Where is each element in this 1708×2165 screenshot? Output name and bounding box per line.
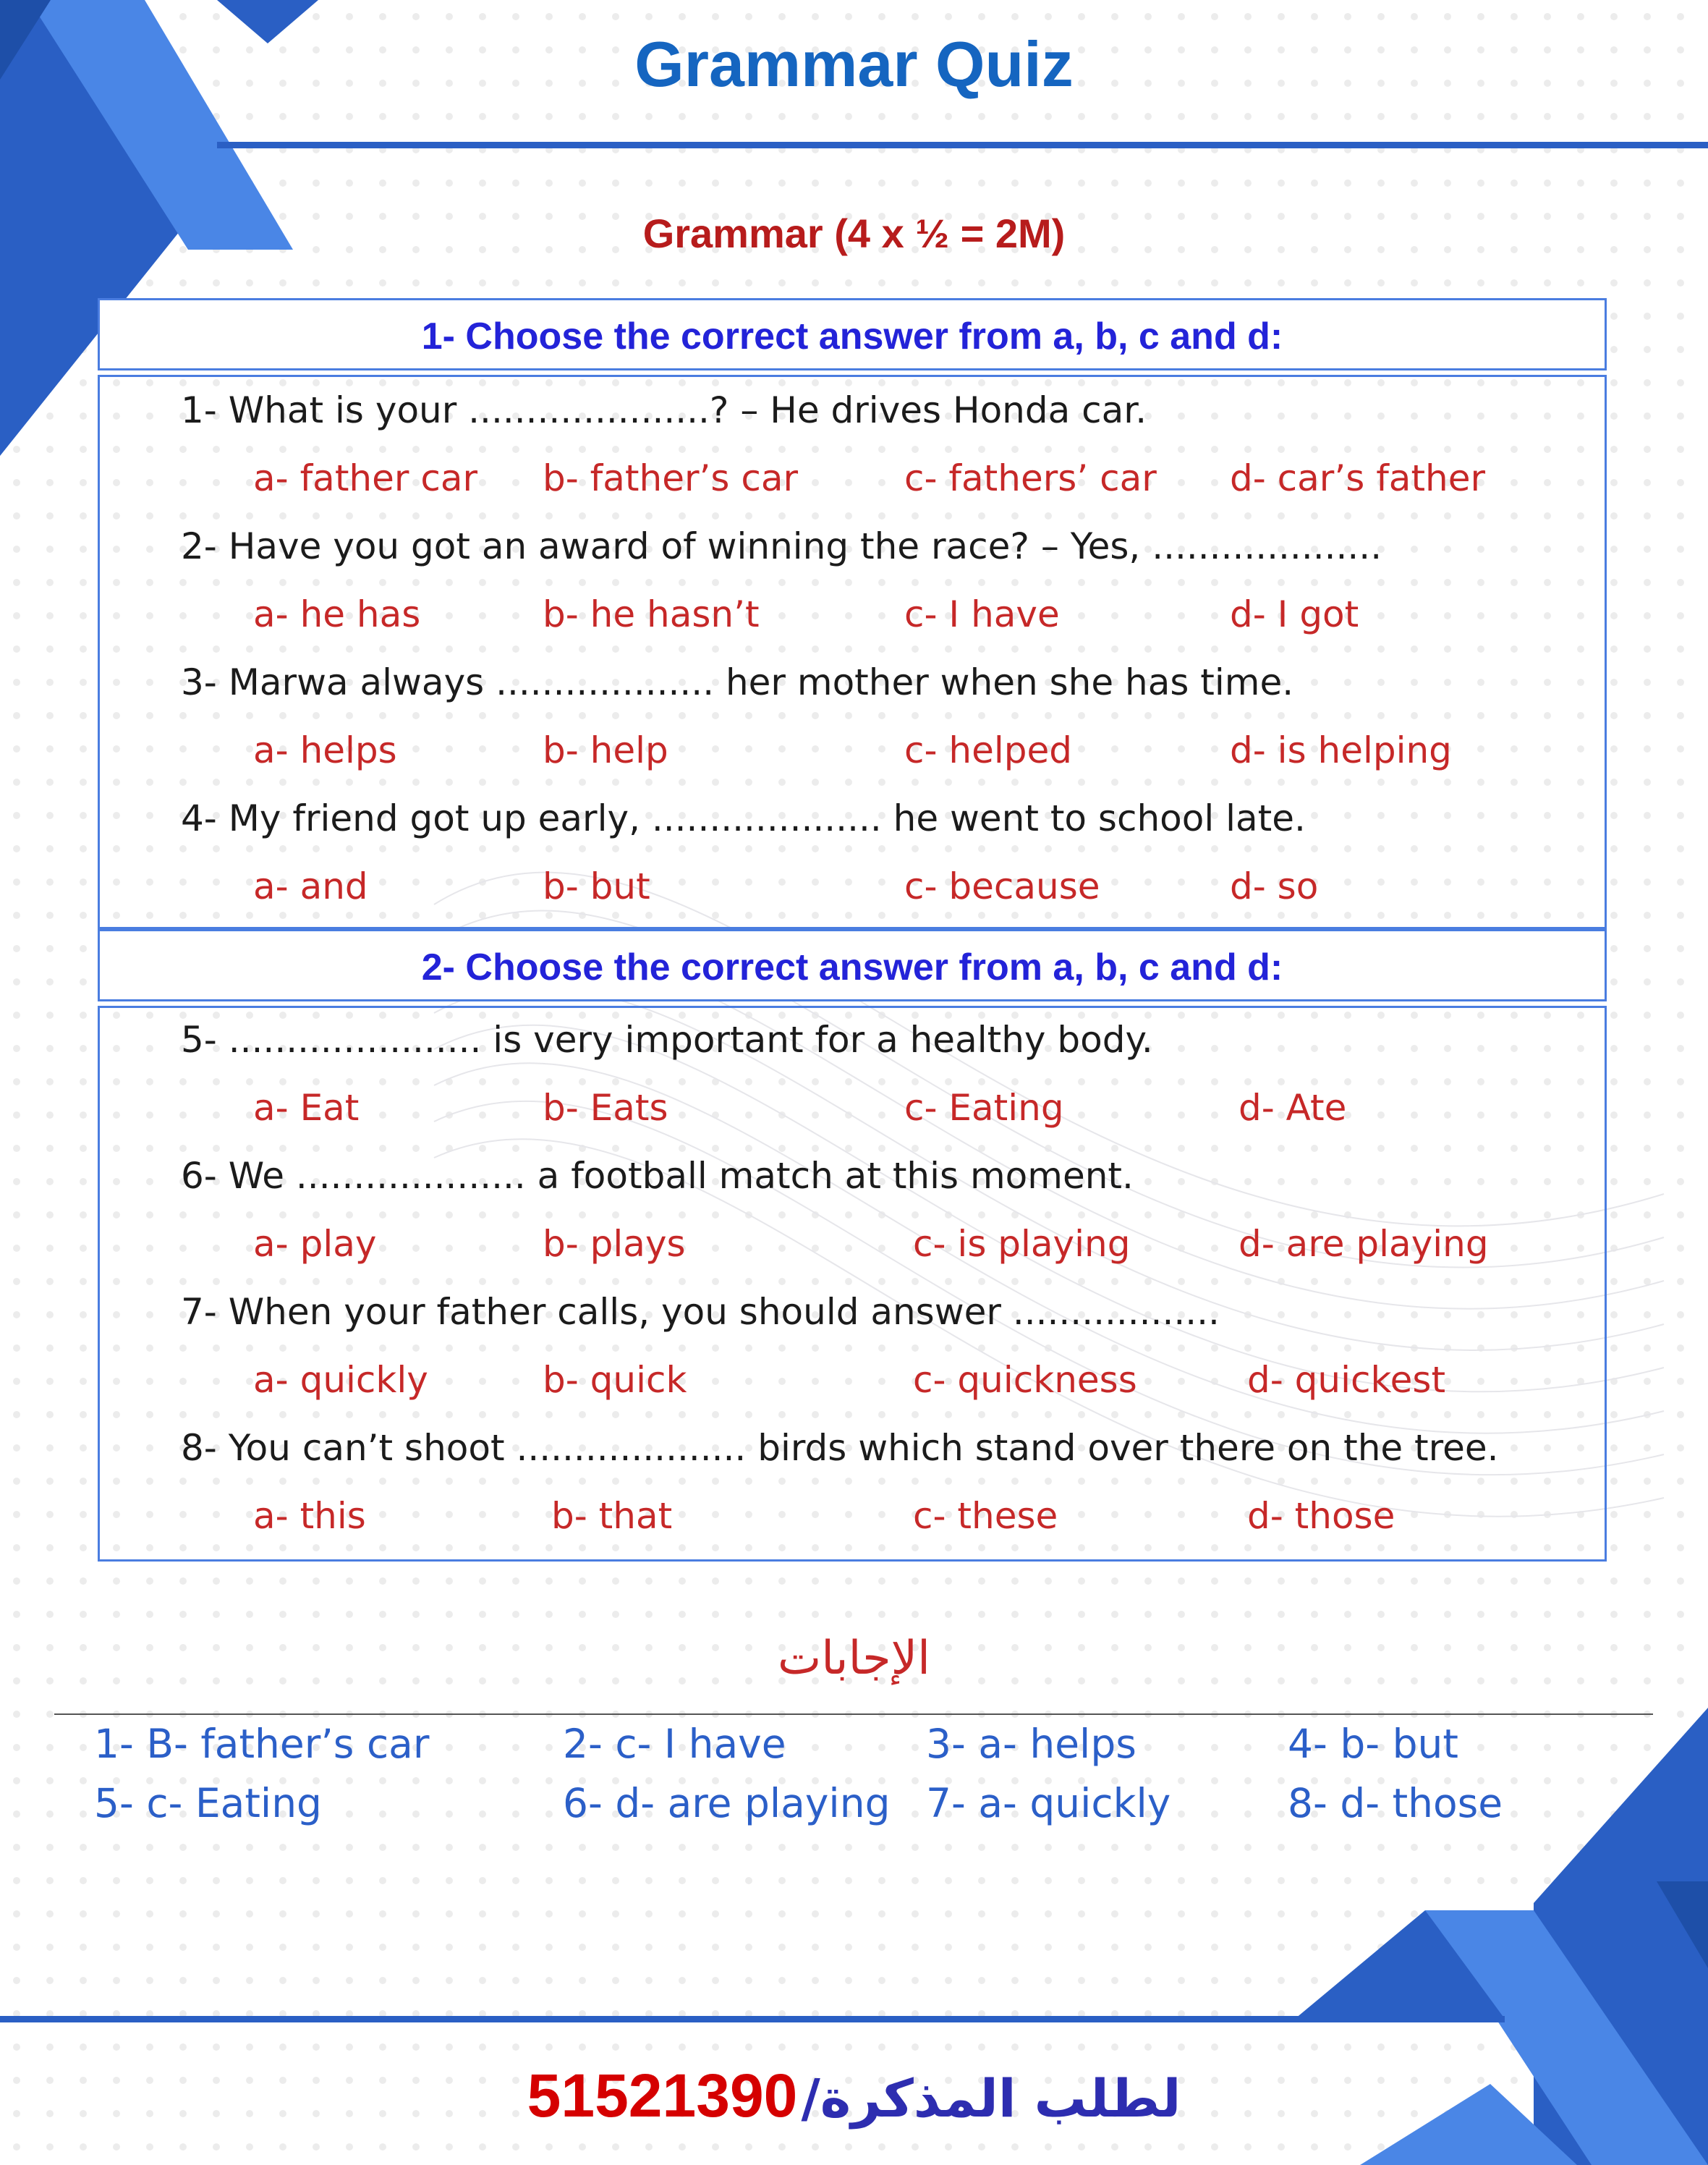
section-1-heading: 1- Choose the correct answer from a, b, c and d: [98, 298, 1607, 370]
question-1-option-d[interactable]: d- car’s father [1230, 457, 1486, 499]
answer-1: 1- B- father’s car [94, 1721, 430, 1767]
question-6-option-c[interactable]: c- is playing [913, 1223, 1131, 1265]
question-5: 5- ...................... is very important for a healthy body. [181, 1019, 1153, 1061]
section-2-heading: 2- Choose the correct answer from a, b, c and d: [98, 929, 1607, 1001]
question-4-option-c[interactable]: c- because [904, 865, 1100, 907]
question-2-option-c[interactable]: c- I have [904, 593, 1060, 635]
question-2-option-a[interactable]: a- he has [253, 593, 421, 635]
question-6-option-a[interactable]: a- play [253, 1223, 377, 1265]
question-3-option-c[interactable]: c- helped [904, 729, 1073, 771]
question-7-option-d[interactable]: d- quickest [1247, 1359, 1446, 1401]
question-2-option-b[interactable]: b- he hasn’t [543, 593, 760, 635]
question-8-option-d[interactable]: d- those [1247, 1495, 1395, 1537]
question-1-option-a[interactable]: a- father car [253, 457, 478, 499]
answer-5: 5- c- Eating [94, 1780, 322, 1826]
question-8: 8- You can’t shoot .................... birds which stand over there on the tree. [181, 1427, 1499, 1469]
question-1-option-b[interactable]: b- father’s car [543, 457, 799, 499]
question-2: 2- Have you got an award of winning the race? – Yes, .................... [181, 525, 1382, 567]
answer-2: 2- c- I have [563, 1721, 786, 1767]
question-3-option-b[interactable]: b- help [543, 729, 668, 771]
question-3-option-a[interactable]: a- helps [253, 729, 397, 771]
question-3: 3- Marwa always ................... her mother when she has time. [181, 661, 1294, 703]
order-label: لطلب المذكرة/ [801, 2068, 1181, 2129]
answer-8: 8- d- those [1288, 1780, 1503, 1826]
question-3-option-d[interactable]: d- is helping [1230, 729, 1452, 771]
page-title: Grammar Quiz [634, 28, 1074, 100]
question-7-option-b[interactable]: b- quick [543, 1359, 687, 1401]
question-6-option-d[interactable]: d- are playing [1238, 1223, 1489, 1265]
phone-number[interactable]: 51521390 [527, 2062, 798, 2130]
question-4: 4- My friend got up early, .................... he went to school late. [181, 797, 1306, 839]
grammar-marks-heading: Grammar (4 x ½ = 2M) [642, 211, 1066, 256]
question-7: 7- When your father calls, you should answer .................. [181, 1291, 1220, 1333]
question-8-option-b[interactable]: b- that [551, 1495, 673, 1537]
question-5-option-d[interactable]: d- Ate [1238, 1087, 1347, 1129]
answer-6: 6- d- are playing [563, 1780, 891, 1826]
question-7-option-a[interactable]: a- quickly [253, 1359, 428, 1401]
question-6-option-b[interactable]: b- plays [543, 1223, 686, 1265]
question-1-option-c[interactable]: c- fathers’ car [904, 457, 1157, 499]
question-8-option-c[interactable]: c- these [913, 1495, 1058, 1537]
answers-divider [54, 1713, 1653, 1715]
question-4-option-b[interactable]: b- but [543, 865, 650, 907]
answer-3: 3- a- helps [926, 1721, 1136, 1767]
question-6: 6- We .................... a football match at this moment. [181, 1155, 1134, 1197]
question-2-option-d[interactable]: d- I got [1230, 593, 1359, 635]
question-5-option-c[interactable]: c- Eating [904, 1087, 1064, 1129]
question-5-option-b[interactable]: b- Eats [543, 1087, 668, 1129]
question-8-option-a[interactable]: a- this [253, 1495, 366, 1537]
question-4-option-a[interactable]: a- and [253, 865, 368, 907]
question-5-option-a[interactable]: a- Eat [253, 1087, 360, 1129]
question-1: 1- What is your .....................? – He drives Honda car. [181, 389, 1147, 431]
order-footer [0, 2061, 1708, 2131]
question-4-option-d[interactable]: d- so [1230, 865, 1319, 907]
answer-4: 4- b- but [1288, 1721, 1458, 1767]
answer-7: 7- a- quickly [926, 1780, 1171, 1826]
question-7-option-c[interactable]: c- quickness [913, 1359, 1137, 1401]
answers-heading: الإجابات [778, 1632, 930, 1685]
